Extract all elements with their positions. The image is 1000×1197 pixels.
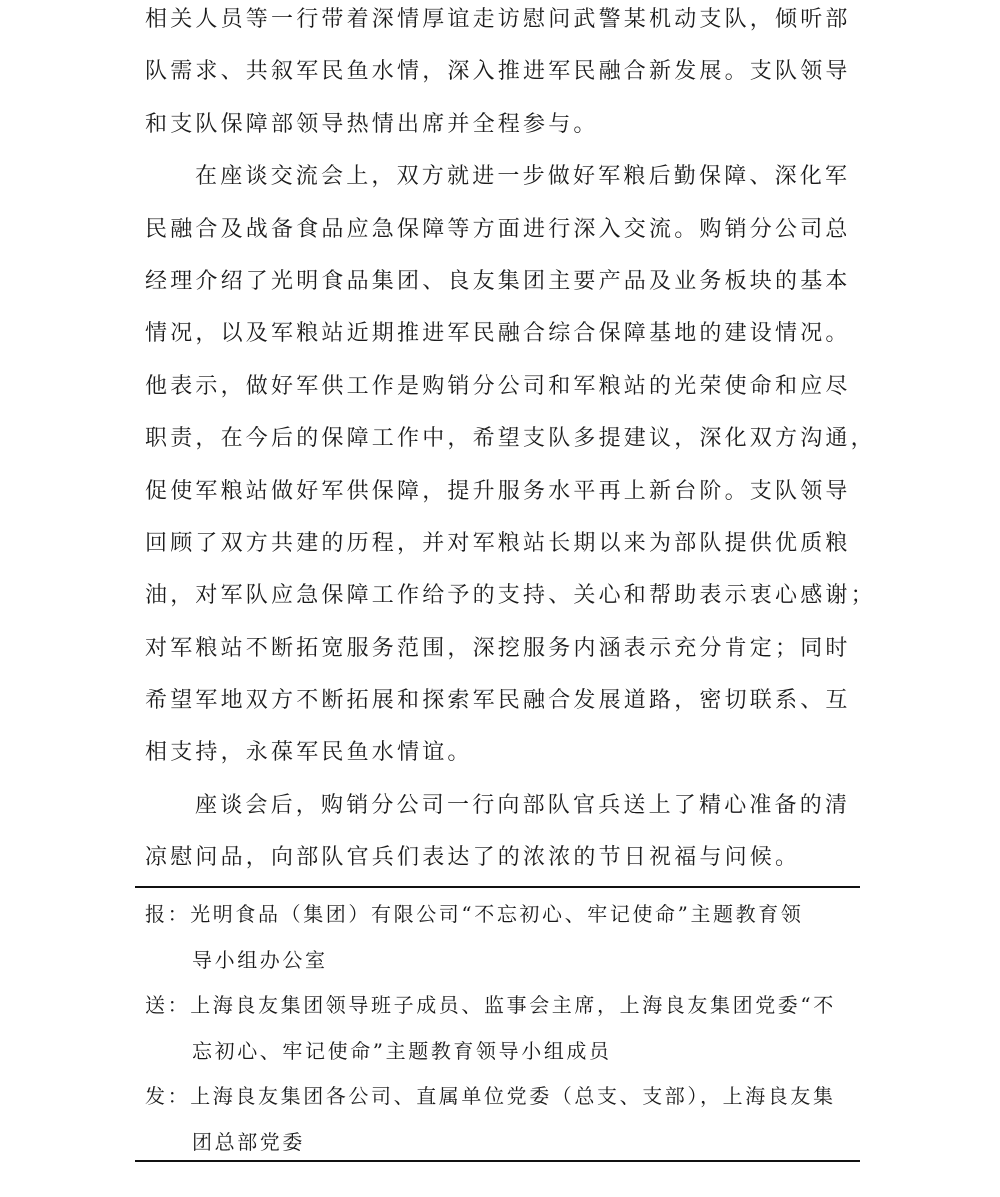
report-to-line: 报：光明食品（集团）有限公司“不忘初心、牢记使命”主题教育领 [145, 902, 804, 926]
paragraph-start-line: 座谈会后，购销分公司一行向部队官兵送上了精心准备的清 [195, 792, 851, 818]
body-line: 民融合及战备食品应急保障等方面进行深入交流。购销分公司总 [145, 216, 851, 242]
body-line: 和支队保障部领导热情出席并全程参与。 [145, 111, 599, 137]
body-line: 相关人员等一行带着深情厚谊走访慰问武警某机动支队，倾听部 [145, 7, 851, 32]
issue-to-line: 发：上海良友集团各公司、直属单位党委（总支、支部），上海良友集 [145, 1084, 836, 1108]
body-line: 希望军地双方不断拓展和探索军民融合发展道路，密切联系、互 [145, 688, 851, 714]
send-to-continuation: 忘初心、牢记使命”主题教育领导小组成员 [192, 1038, 612, 1063]
distribution-top-rule [135, 886, 860, 888]
body-line: 凉慰问品，向部队官兵们表达了的浓浓的节日祝福与问候。 [145, 845, 801, 871]
body-line: 相支持，永葆军民鱼水情谊。 [145, 740, 473, 766]
paragraph-start-line: 在座谈交流会上，双方就进一步做好军粮后勤保障、深化军 [195, 164, 851, 190]
body-line: 情况，以及军粮站近期推进军民融合综合保障基地的建设情况。 [145, 321, 851, 347]
distribution-bottom-rule [135, 1160, 860, 1162]
report-to-continuation: 导小组办公室 [192, 947, 328, 972]
body-line: 队需求、共叙军民鱼水情，深入推进军民融合新发展。支队领导 [145, 59, 851, 85]
issue-to-continuation: 团总部党委 [192, 1129, 305, 1154]
body-line: 对军粮站不断拓宽服务范围，深挖服务内涵表示充分肯定；同时 [145, 635, 851, 661]
body-text [145, 0, 876, 891]
body-line: 油，对军队应急保障工作给予的支持、关心和帮助表示衷心感谢； [145, 583, 876, 609]
distribution-list [145, 896, 860, 1169]
body-line: 职责，在今后的保障工作中，希望支队多提建议，深化双方沟通， [145, 426, 876, 452]
send-to-line: 送：上海良友集团领导班子成员、监事会主席，上海良友集团党委“不 [145, 993, 836, 1017]
body-line: 回顾了双方共建的历程，并对军粮站长期以来为部队提供优质粮 [145, 530, 851, 556]
body-line: 促使军粮站做好军供保障，提升服务水平再上新台阶。支队领导 [145, 478, 851, 504]
body-line: 经理介绍了光明食品集团、良友集团主要产品及业务板块的基本 [145, 268, 851, 294]
body-line: 他表示，做好军供工作是购销分公司和军粮站的光荣使命和应尽 [145, 373, 851, 399]
